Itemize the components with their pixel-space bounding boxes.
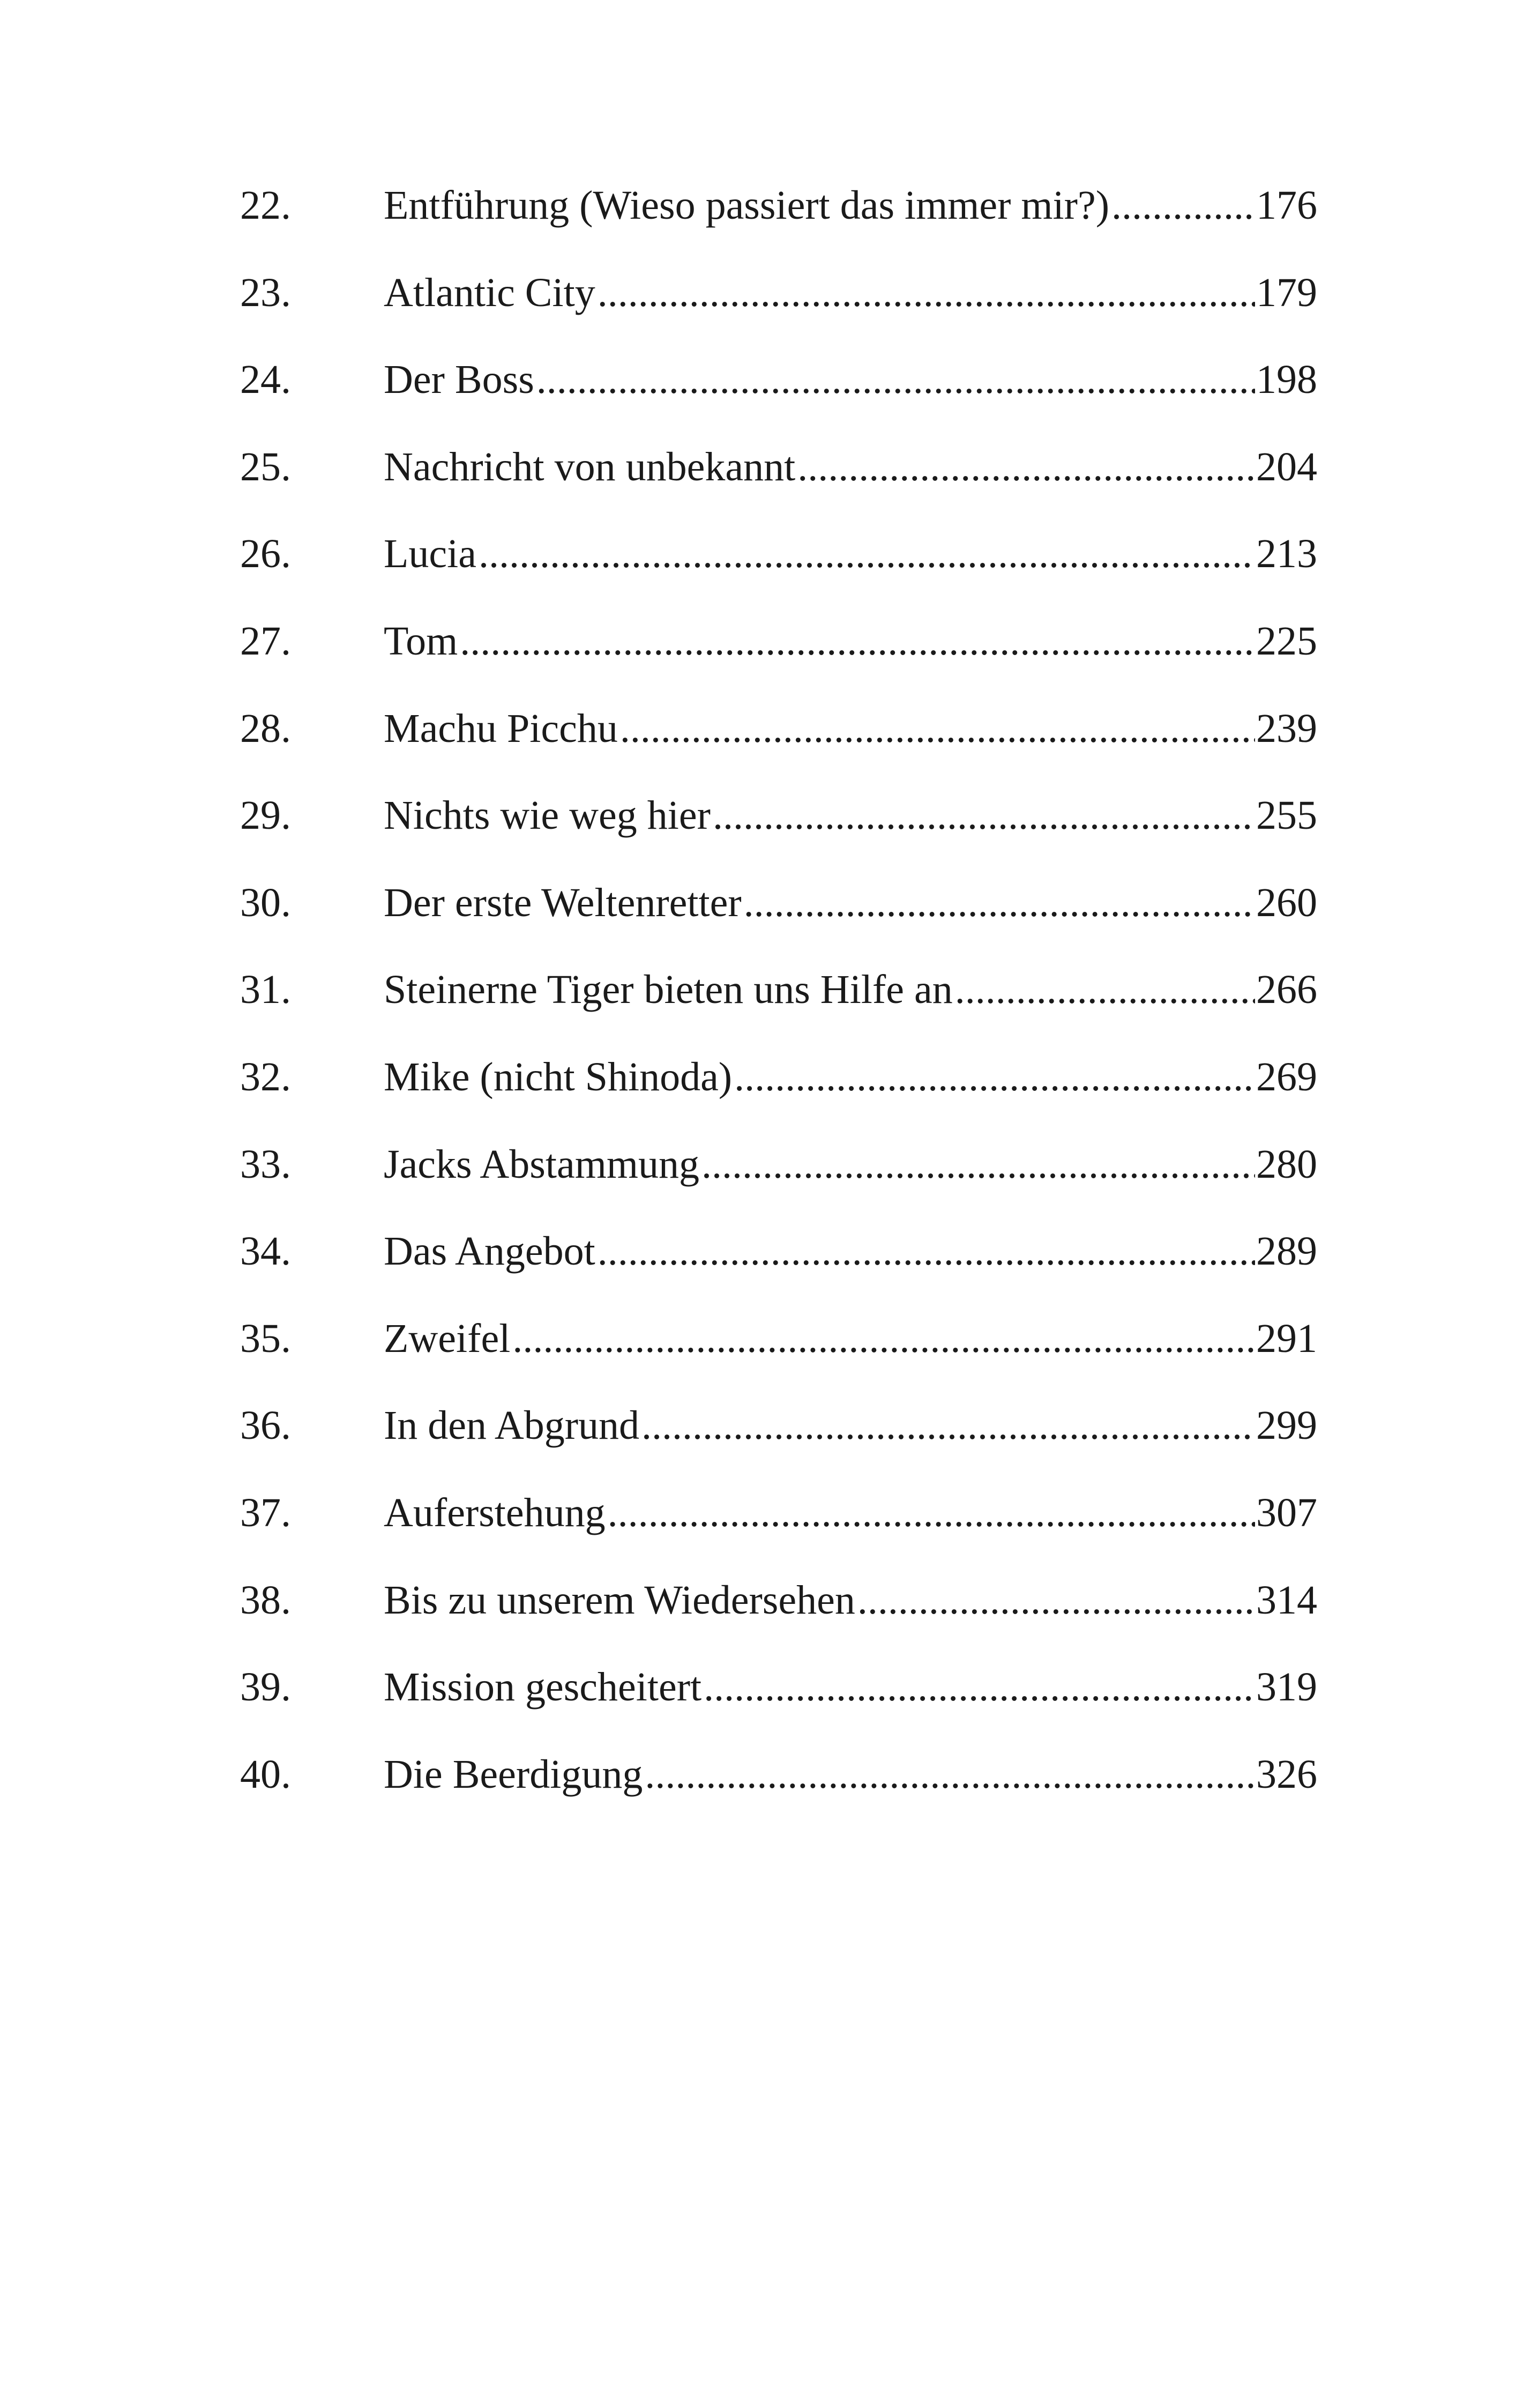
- dot-leader: [1111, 185, 1255, 226]
- chapter-title: Tom: [384, 618, 458, 664]
- chapter-number: 27.: [240, 618, 291, 664]
- chapter-number: 36.: [240, 1403, 291, 1448]
- page-number: 326: [1256, 1751, 1317, 1797]
- chapter-number: 33.: [240, 1141, 291, 1187]
- chapter-title: Auferstehung: [384, 1490, 606, 1535]
- dot-leader: [608, 1492, 1255, 1533]
- chapter-title: Mission gescheitert: [384, 1664, 702, 1710]
- toc-entry: [240, 1751, 1317, 1841]
- toc-entry: [240, 1141, 1317, 1231]
- table-of-contents: [240, 185, 1317, 1841]
- page-number: 299: [1256, 1403, 1317, 1448]
- dot-leader: [479, 533, 1255, 574]
- dot-leader: [701, 1144, 1255, 1185]
- toc-entry: [240, 705, 1317, 796]
- chapter-number: 37.: [240, 1490, 291, 1535]
- chapter-number: 26.: [240, 531, 291, 577]
- page-number: 239: [1256, 705, 1317, 751]
- chapter-title: Zweifel: [384, 1316, 511, 1361]
- chapter-title: Das Angebot: [384, 1229, 595, 1274]
- chapter-title: In den Abgrund: [384, 1403, 640, 1448]
- toc-entry: [240, 1492, 1317, 1580]
- chapter-number: 29.: [240, 793, 291, 838]
- chapter-title: Die Beerdigung: [384, 1751, 643, 1797]
- dot-leader: [857, 1580, 1255, 1621]
- chapter-number: 30.: [240, 880, 291, 925]
- page-number: 307: [1256, 1490, 1317, 1535]
- toc-entry: [240, 1231, 1317, 1318]
- page-number: 213: [1256, 531, 1317, 577]
- chapter-number: 39.: [240, 1664, 291, 1710]
- chapter-title: Jacks Abstammung: [384, 1141, 699, 1187]
- chapter-number: 35.: [240, 1316, 291, 1361]
- chapter-number: 23.: [240, 270, 291, 315]
- page-number: 266: [1256, 967, 1317, 1013]
- dot-leader: [512, 1318, 1255, 1359]
- dot-leader: [460, 621, 1255, 662]
- toc-entry: [240, 1318, 1317, 1406]
- page-number: 280: [1256, 1141, 1317, 1187]
- dot-leader: [797, 447, 1255, 487]
- dot-leader: [598, 1231, 1255, 1272]
- dot-leader: [744, 882, 1255, 923]
- page-number: 198: [1256, 357, 1317, 403]
- dot-leader: [641, 1405, 1255, 1446]
- toc-entry: [240, 444, 1317, 534]
- toc-entry: [240, 795, 1317, 882]
- chapter-number: 24.: [240, 357, 291, 403]
- toc-entry: [240, 1664, 1317, 1754]
- page-number: 319: [1256, 1664, 1317, 1710]
- chapter-number: 31.: [240, 967, 291, 1013]
- chapter-number: 22.: [240, 183, 291, 228]
- chapter-title: Nachricht von unbekannt: [384, 444, 796, 489]
- toc-entry: [240, 1054, 1317, 1144]
- toc-entry: [240, 359, 1317, 447]
- chapter-title: Machu Picchu: [384, 705, 618, 751]
- chapter-title: Entführung (Wieso passiert das immer mir?): [384, 183, 1110, 228]
- chapter-title: Lucia: [384, 531, 477, 577]
- page-number: 289: [1256, 1229, 1317, 1274]
- toc-entry: [240, 1405, 1317, 1492]
- page-number: 314: [1256, 1577, 1317, 1623]
- page-number: 179: [1256, 270, 1317, 315]
- dot-leader: [955, 969, 1255, 1010]
- chapter-number: 38.: [240, 1577, 291, 1623]
- toc-entry: [240, 533, 1317, 621]
- chapter-title: Steinerne Tiger bieten uns Hilfe an: [384, 967, 953, 1013]
- dot-leader: [713, 795, 1255, 836]
- page-number: 225: [1256, 618, 1317, 664]
- page-number: 204: [1256, 444, 1317, 489]
- page-number: 269: [1256, 1054, 1317, 1099]
- dot-leader: [734, 1057, 1255, 1097]
- dot-leader: [645, 1754, 1255, 1795]
- page-number: 291: [1256, 1316, 1317, 1361]
- dot-leader: [620, 708, 1255, 749]
- chapter-title: Nichts wie weg hier: [384, 793, 711, 838]
- chapter-title: Bis zu unserem Wiedersehen: [384, 1577, 855, 1623]
- toc-entry: [240, 185, 1317, 272]
- chapter-title: Mike (nicht Shinoda): [384, 1054, 733, 1099]
- toc-entry: [240, 618, 1317, 708]
- dot-leader: [598, 272, 1255, 313]
- dot-leader: [704, 1667, 1255, 1707]
- chapter-title: Atlantic City: [384, 270, 595, 315]
- chapter-number: 28.: [240, 705, 291, 751]
- chapter-number: 25.: [240, 444, 291, 489]
- toc-entry: [240, 272, 1317, 360]
- chapter-number: 32.: [240, 1054, 291, 1099]
- toc-entry: [240, 882, 1317, 970]
- chapter-title: Der erste Weltenretter: [384, 880, 742, 925]
- page-number: 176: [1256, 183, 1317, 228]
- page-number: 255: [1256, 793, 1317, 838]
- toc-entry: [240, 1577, 1317, 1667]
- chapter-number: 34.: [240, 1229, 291, 1274]
- chapter-number: 40.: [240, 1751, 291, 1797]
- dot-leader: [536, 359, 1255, 400]
- chapter-title: Der Boss: [384, 357, 534, 403]
- toc-entry: [240, 969, 1317, 1057]
- page-number: 260: [1256, 880, 1317, 925]
